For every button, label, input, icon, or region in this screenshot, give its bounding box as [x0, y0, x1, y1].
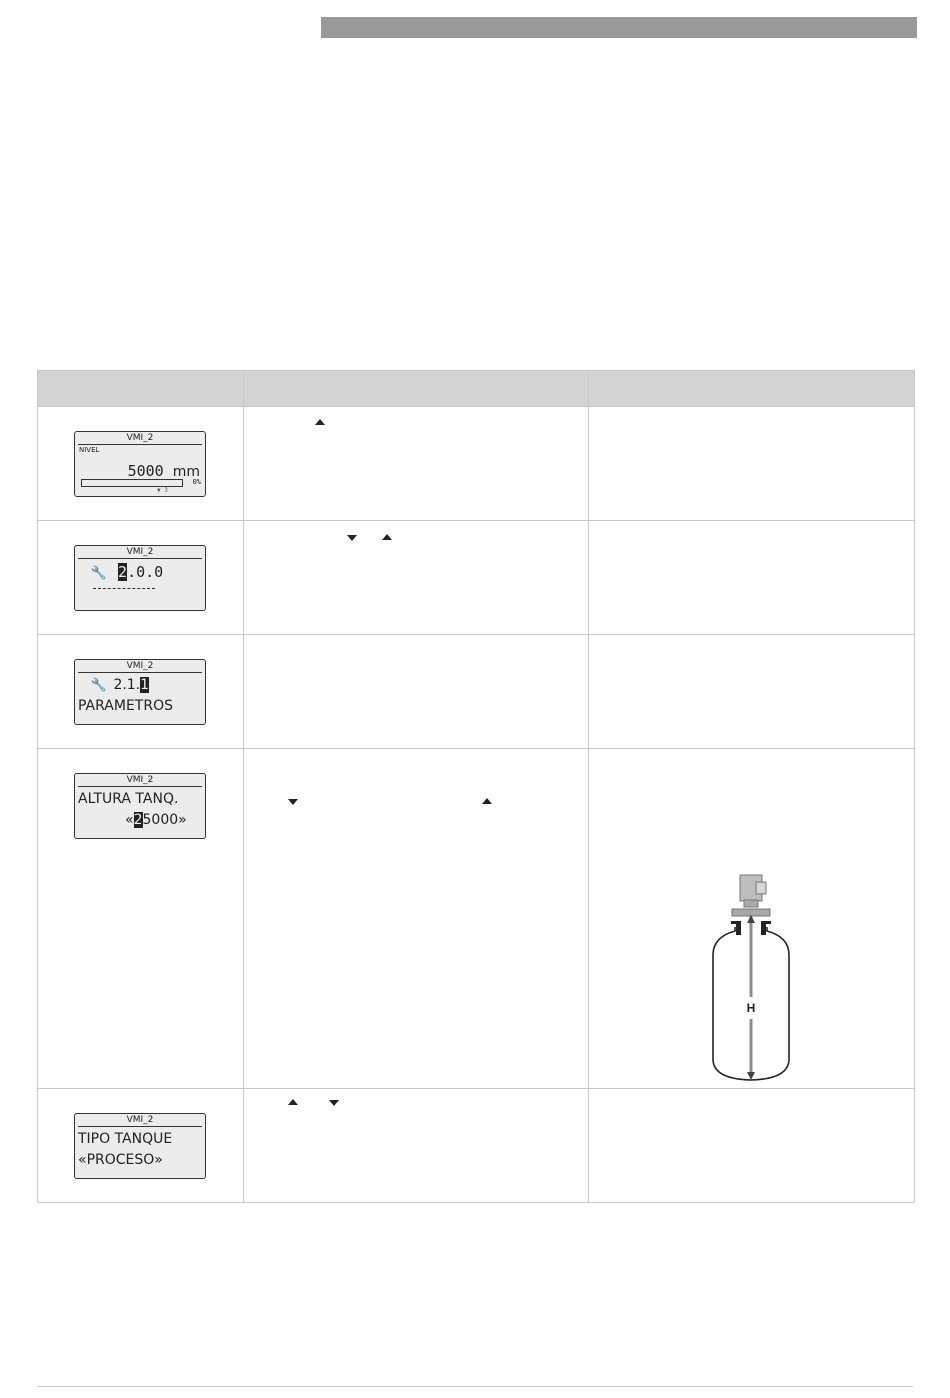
down-arrow-icon	[288, 799, 298, 805]
lcd-percent: 0%	[192, 478, 201, 486]
table-row	[38, 749, 915, 1089]
lcd-display	[74, 545, 206, 611]
action-cell	[244, 407, 589, 521]
lcd-menu-name: PARAMETROS	[78, 698, 173, 714]
lcd-parameter-name: TIPO TANQUE	[78, 1131, 173, 1147]
display-cell	[38, 407, 244, 521]
lcd-display	[74, 431, 206, 497]
display-cell	[38, 521, 244, 635]
lcd-measure-value	[128, 462, 200, 480]
wrench-icon: 🔧	[90, 566, 108, 581]
down-arrow-icon	[347, 535, 357, 541]
lcd-cursor: 1	[140, 677, 150, 693]
lcd-title: VMI_2	[78, 774, 202, 787]
lcd-value-number: 5000	[127, 462, 164, 480]
description-cell	[589, 521, 915, 635]
lcd-title: VMI_2	[78, 546, 202, 559]
header-bar	[321, 17, 917, 38]
action-cell	[244, 1089, 589, 1203]
header-cell-description	[589, 371, 915, 407]
action-cell	[244, 521, 589, 635]
lcd-parameter-value: «PROCESO»	[78, 1152, 163, 1168]
description-cell	[589, 1089, 915, 1203]
lcd-parameter-name: ALTURA TANQ.	[78, 791, 179, 807]
description-cell	[589, 635, 915, 749]
procedure-table	[37, 370, 915, 1203]
header-cell-action	[244, 371, 589, 407]
lcd-title: VMI_2	[78, 660, 202, 673]
display-cell	[38, 749, 244, 1089]
up-arrow-icon	[382, 534, 392, 540]
header-cell-display	[38, 371, 244, 407]
lcd-parameter-value	[125, 812, 187, 828]
lcd-dashes	[93, 588, 155, 589]
wrench-icon: 🔧	[90, 678, 108, 693]
up-arrow-icon	[288, 1099, 298, 1105]
tank-diagram	[589, 749, 914, 1088]
lcd-footer: ▼ 3	[157, 487, 168, 494]
display-cell	[38, 1089, 244, 1203]
footer-rule	[37, 1386, 913, 1387]
lcd-display	[74, 773, 206, 839]
description-cell	[589, 407, 915, 521]
lcd-menu-code: 2.1.	[113, 677, 141, 693]
lcd-level-bar	[81, 479, 183, 487]
table-row	[38, 1089, 915, 1203]
table-header-row	[38, 371, 915, 407]
table-row	[38, 407, 915, 521]
lcd-value-digits: 5000»	[142, 812, 187, 828]
radar-sensor-icon	[732, 875, 770, 916]
height-label: H	[746, 1001, 756, 1015]
display-cell	[38, 635, 244, 749]
lcd-value-open: «	[125, 812, 134, 828]
lcd-menu-line	[89, 563, 163, 581]
table-row	[38, 635, 915, 749]
lcd-display	[74, 1113, 206, 1179]
lcd-menu-code: .0.0	[127, 563, 164, 581]
lcd-cursor: 2	[133, 812, 143, 828]
lcd-measure-label: NIVEL	[79, 446, 100, 454]
lcd-title: VMI_2	[78, 1114, 202, 1127]
lcd-cursor: 2	[118, 563, 128, 581]
lcd-title: VMI_2	[78, 432, 202, 445]
up-arrow-icon	[482, 798, 492, 804]
lcd-value-unit: mm	[172, 464, 200, 480]
table-row	[38, 521, 915, 635]
lcd-display	[74, 659, 206, 725]
description-cell	[589, 749, 915, 1089]
action-cell	[244, 635, 589, 749]
lcd-menu-line	[89, 677, 149, 693]
action-cell	[244, 749, 589, 1089]
down-arrow-icon	[329, 1100, 339, 1106]
up-arrow-icon	[315, 419, 325, 425]
